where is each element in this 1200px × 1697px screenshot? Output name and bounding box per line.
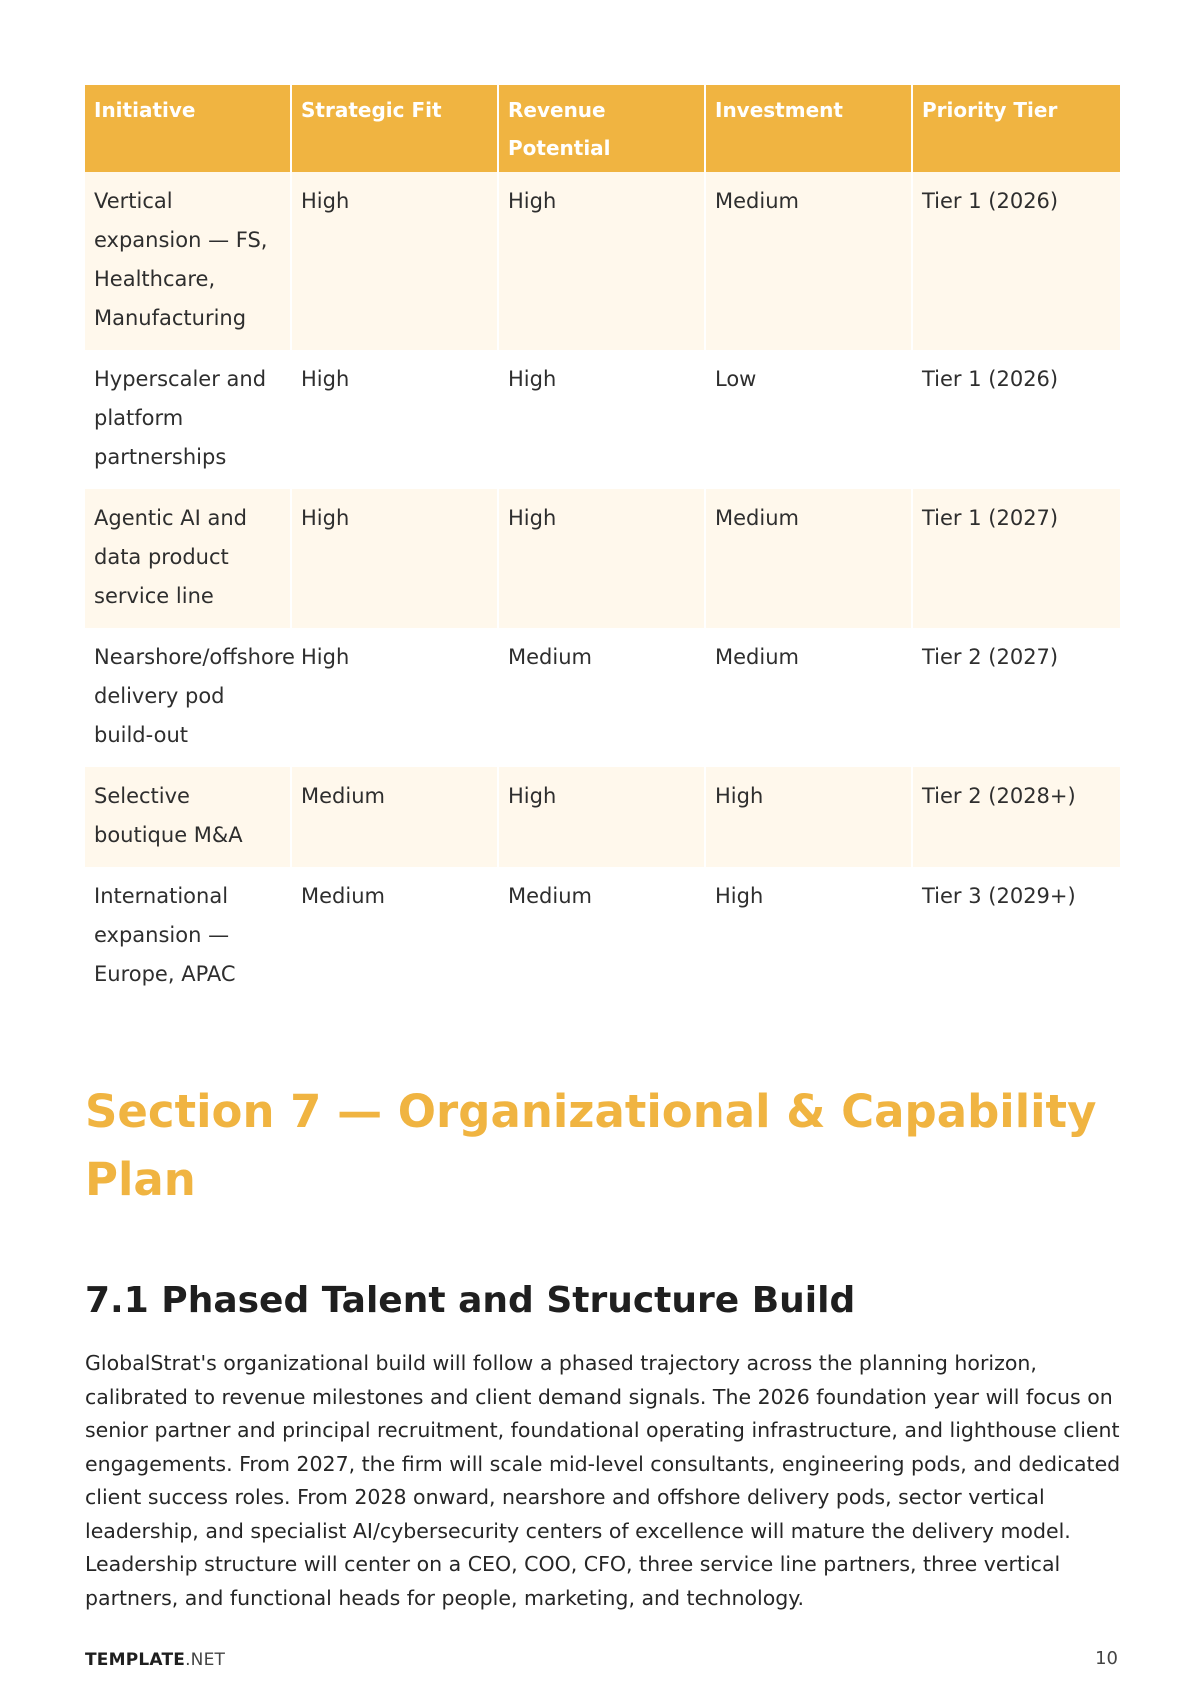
cell-investment: Medium (706, 172, 913, 350)
cell-revenue-potential: High (499, 172, 706, 350)
cell-strategic-fit: High (292, 628, 499, 767)
cell-strategic-fit: High (292, 172, 499, 350)
cell-revenue-potential: High (499, 767, 706, 867)
table-header-row (85, 85, 1120, 172)
table-row (85, 489, 1120, 628)
cell-strategic-fit: Medium (292, 867, 499, 1006)
cell-investment: High (706, 867, 913, 1006)
cell-revenue-potential: Medium (499, 628, 706, 767)
table-row (85, 867, 1120, 1006)
cell-revenue-potential: Medium (499, 867, 706, 1006)
subsection-heading: 7.1 Phased Talent and Structure Build (85, 1280, 856, 1321)
cell-investment: High (706, 767, 913, 867)
cell-priority-tier: Tier 2 (2028+) (913, 767, 1120, 867)
cell-initiative: Vertical expansion — FS, Healthcare, Manufacturing (85, 172, 292, 350)
table-row (85, 767, 1120, 867)
header-investment: Investment (706, 85, 913, 172)
initiatives-table (85, 85, 1120, 1006)
cell-initiative: Agentic AI and data product service line (85, 489, 292, 628)
cell-initiative: Hyperscaler and platform partnerships (85, 350, 292, 489)
header-initiative: Initiative (85, 85, 292, 172)
cell-strategic-fit: High (292, 350, 499, 489)
header-priority-tier: Priority Tier (913, 85, 1120, 172)
cell-priority-tier: Tier 1 (2027) (913, 489, 1120, 628)
header-revenue-potential: Revenue Potential (499, 85, 706, 172)
cell-strategic-fit: High (292, 489, 499, 628)
header-strategic-fit: Strategic Fit (292, 85, 499, 172)
cell-revenue-potential: High (499, 350, 706, 489)
table-row (85, 628, 1120, 767)
brand-light-text: .NET (185, 1650, 226, 1670)
cell-priority-tier: Tier 2 (2027) (913, 628, 1120, 767)
cell-investment: Low (706, 350, 913, 489)
footer-brand-logo (85, 1650, 225, 1670)
cell-revenue-potential: High (499, 489, 706, 628)
cell-initiative: Selective boutique M&A (85, 767, 292, 867)
cell-initiative: International expansion — Europe, APAC (85, 867, 292, 1006)
brand-bold-text: TEMPLATE (85, 1650, 186, 1670)
body-paragraph: GlobalStrat's organizational build will follow a phased trajectory across the planning horizon, calibrated to revenue milestones and client demand signals. The 2026 foundation year will focus on senior partner and principal recruitment, foundational operating infrastructure, and lighthouse client engagements. From 2027, the firm will scale mid-level consultants, engineering pods, and dedicated client success roles. From 2028 onward, nearshore and offshore delivery pods, sector vertical leadership, and specialist AI/cybersecurity centers of excellence will mature the delivery model. Leadership structure will center on a CEO, COO, CFO, three service line partners, three vertical partners, and functional heads for people, marketing, and technology. (85, 1351, 1121, 1610)
cell-priority-tier: Tier 1 (2026) (913, 350, 1120, 489)
cell-initiative: Nearshore/offshore delivery pod build-out (85, 628, 292, 767)
table-row (85, 350, 1120, 489)
cell-strategic-fit: Medium (292, 767, 499, 867)
page-content (85, 85, 1120, 1006)
table-row (85, 172, 1120, 350)
cell-priority-tier: Tier 1 (2026) (913, 172, 1120, 350)
cell-investment: Medium (706, 628, 913, 767)
page-number: 10 (1095, 1648, 1118, 1669)
cell-priority-tier: Tier 3 (2029+) (913, 867, 1120, 1006)
cell-investment: Medium (706, 489, 913, 628)
section-heading: Section 7 — Organizational & Capability Plan (85, 1085, 1097, 1206)
